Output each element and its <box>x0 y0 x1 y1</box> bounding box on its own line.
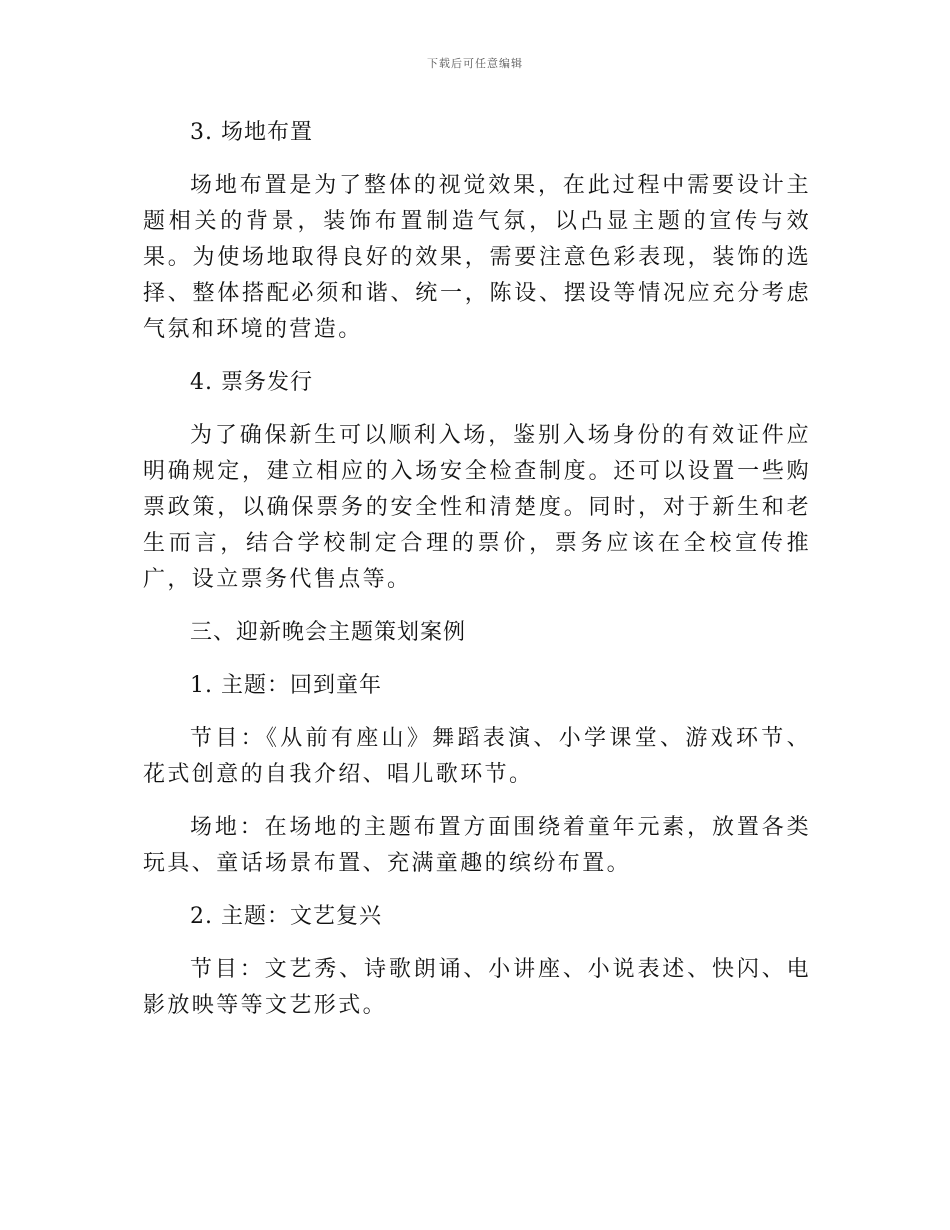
case-heading-renaissance: 2. 主题：文艺复兴 <box>190 904 382 929</box>
document-body <box>143 115 811 1024</box>
paragraph-venue: 场地布置是为了整体的视觉效果，在此过程中需要设计主题相关的背景，装饰布置制造气氛，以凸显主题的宣传与效果。为使场地取得良好的效果，需要注意色彩表现，装饰的选择、整体搭配必须和谐、统一，陈设、摆设等情况应充分考虑气氛和环境的营造。 <box>143 173 811 342</box>
paragraph-childhood-venue: 场地：在场地的主题布置方面围绕着童年元素，放置各类玩具、童话场景布置、充满童趣的缤纷布置。 <box>143 815 811 876</box>
chapter-heading-cases: 三、迎新晚会主题策划案例 <box>190 620 467 645</box>
paragraph-renaissance-program: 节目：文艺秀、诗歌朗诵、小讲座、小说表述、快闪、电影放映等等文艺形式。 <box>143 957 811 1018</box>
paragraph-ticketing: 为了确保新生可以顺利入场，鉴别入场身份的有效证件应明确规定，建立相应的入场安全检查制度。还可以设置一些购票政策，以确保票务的安全性和清楚度。同时，对于新生和老生而言，结合学校制定合理的票价，票务应该在全校宣传推广，设立票务代售点等。 <box>143 423 811 592</box>
page-header: 下载后可任意编辑 <box>427 57 523 70</box>
section-heading-venue: 3. 场地布置 <box>190 120 313 145</box>
paragraph-childhood-program: 节目：《从前有座山》舞蹈表演、小学课堂、游戏环节、花式创意的自我介绍、唱儿歌环节。 <box>143 726 811 787</box>
section-heading-ticketing: 4. 票务发行 <box>190 370 313 395</box>
case-heading-childhood: 1. 主题：回到童年 <box>190 673 382 698</box>
